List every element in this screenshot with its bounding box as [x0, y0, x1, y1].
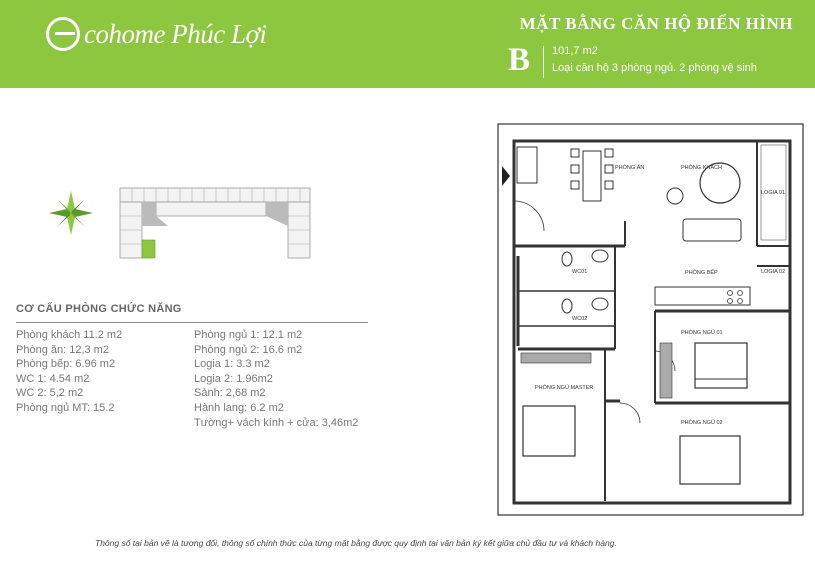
disclaimer-note: Thông số tại bản vẽ là tương đối, thông số chính thức của từng mặt bằng được quy định tại văn bản ký kết giữa chủ đầu tư và khách hàng.	[95, 538, 617, 548]
page-title: MẶT BẰNG CĂN HỘ ĐIỂN HÌNH	[519, 14, 793, 33]
room-item: Phòng khách 11.2 m2	[16, 329, 123, 341]
header-divider	[543, 46, 544, 78]
room-list-left	[16, 328, 122, 416]
room-item: Phòng bếp: 6.96 m2	[16, 358, 116, 371]
room-list-divider	[16, 322, 368, 323]
room-item: Phòng ngủ 1: 12.1 m2	[194, 329, 303, 341]
label-logia1: LOGIA 01	[761, 190, 786, 196]
room-item: WC 1: 4.54 m2	[16, 372, 90, 385]
label-logia2: LOGIA 02	[761, 269, 786, 275]
brand-logo	[46, 14, 266, 54]
room-item: Phòng ngủ MT: 15.2	[16, 401, 115, 414]
label-bed1: PHÒNG NGỦ 01	[681, 330, 723, 336]
room-item: Hành lang: 6.2 m2	[194, 401, 284, 414]
building-key-plan	[38, 180, 318, 270]
floor-plan	[495, 121, 806, 518]
compass-icon	[49, 191, 93, 235]
room-list-right	[194, 328, 358, 430]
label-master: PHÒNG NGỦ MASTER	[535, 385, 594, 391]
room-item: Logia 2: 1.96m2	[194, 372, 273, 385]
label-dining: PHÒNG ĂN	[615, 165, 645, 171]
room-item: Logia 1: 3.3 m2	[194, 358, 270, 371]
current-unit-marker	[142, 240, 155, 258]
label-living: PHÒNG KHÁCH	[681, 165, 722, 171]
logo-text: cohome Phúc Lợi	[84, 18, 267, 49]
room-item: Phòng ngủ 2: 16.6 m2	[194, 343, 303, 356]
apartment-area: 101,7 m2	[552, 45, 598, 57]
apartment-description: Loại căn hộ 3 phòng ngủ. 2 phòng vệ sinh	[552, 62, 757, 74]
logo-e-icon	[46, 17, 80, 51]
label-wc2: WC02	[572, 316, 588, 322]
room-item: WC 2: 5,2 m2	[16, 387, 84, 400]
apartment-type-letter: B	[508, 42, 531, 78]
room-item: Tường+ vách kính + cửa: 3,46m2	[194, 416, 359, 429]
room-list-title: CƠ CẤU PHÒNG CHỨC NĂNG	[16, 303, 182, 315]
room-item: Sảnh: 2,68 m2	[194, 387, 266, 400]
label-bed2: PHÒNG NGỦ 02	[681, 420, 723, 426]
header-band	[0, 0, 815, 88]
label-wc1: WC01	[572, 269, 588, 275]
room-item: Phòng ăn: 12,3 m2	[16, 343, 109, 356]
label-kitchen: PHÒNG BẾP	[685, 270, 718, 276]
